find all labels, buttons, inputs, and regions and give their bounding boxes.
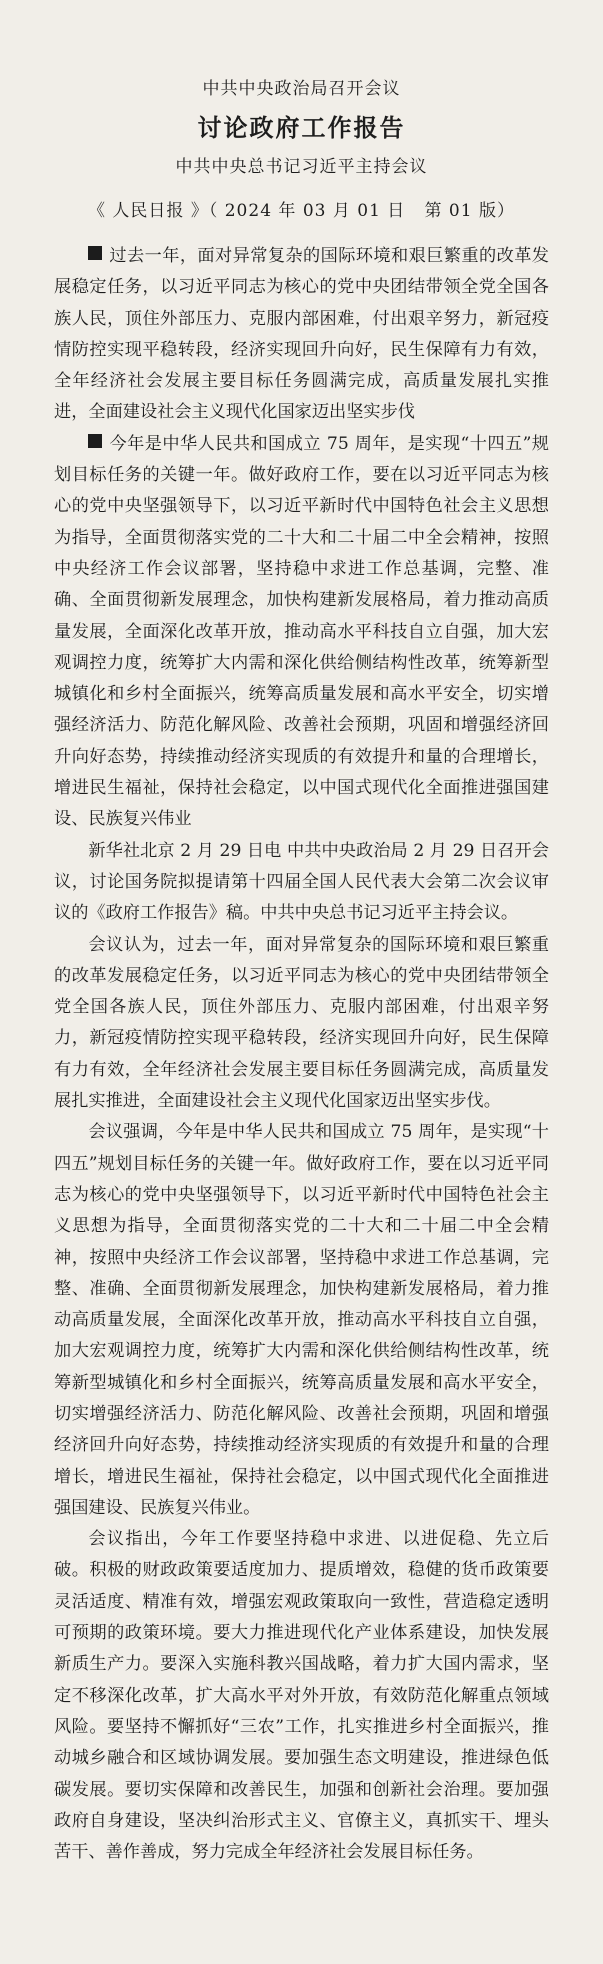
summary-paragraph xyxy=(54,429,549,836)
body-paragraph: 会议强调，今年是中华人民共和国成立 75 周年，是实现“十四五”规划目标任务的关键一年。做好政府工作，要在以习近平同志为核心的党中央坚强领导下，以习近平新时代中国特色社会主义思想为指导，全面贯彻落实党的二十大和二十届二中全会精神，按照中央经济工作会议部署，坚持稳中求进工作总基调，完整、准确、全面贯彻新发展理念，加快构建新发展格局，着力推动高质量发展，全面深化改革开放，推动高水平科技自立自强，加大宏观调控力度，统筹扩大内需和深化供给侧结构性改革，统筹新型城镇化和乡村全面振兴，统筹高质量发展和高水平安全，切实增强经济活力、防范化解风险、改善社会预期，巩固和增强经济回升向好态势，持续推动经济实现质的有效提升和量的合理增长，增进民生福祉，保持社会稳定，以中国式现代化全面推进强国建设、民族复兴伟业。 xyxy=(54,1122,549,1518)
summary-text: 今年是中华人民共和国成立 75 周年，是实现“十四五”规划目标任务的关键一年。做好政府工作，要在以习近平同志为核心的党中央坚强领导下，以习近平新时代中国特色社会主义思想为指导，全面贯彻落实党的二十大和二十届二中全会精神，按照中央经济工作会议部署，坚持稳中求进工作总基调，完整、准确、全面贯彻新发展理念，加快构建新发展格局，着力推动高质量发展，全面深化改革开放，推动高水平科技自立自强，加大宏观调控力度，统筹扩大内需和深化供给侧结构性改革，统筹新型城镇化和乡村全面振兴，统筹高质量发展和高水平安全，切实增强经济活力、防范化解风险、改善社会预期，巩固和增强经济回升向好态势，持续推动经济实现质的有效提升和量的合理增长，增进民生福祉，保持社会稳定，以中国式现代化全面推进强国建设、民族复兴伟业 xyxy=(54,433,549,830)
article-title: 讨论政府工作报告 xyxy=(197,113,406,142)
body-paragraph: 新华社北京 2 月 29 日电 中共中央政治局 2 月 29 日召开会议，讨论国务院拟提请第十四届全国人民代表大会第二次会议审议的《政府工作报告》稿。中共中央总书记习近平主持会议。 xyxy=(54,840,549,924)
article-subtitle: 中共中央总书记习近平主持会议 xyxy=(175,157,428,177)
article-body xyxy=(54,241,549,1868)
body-paragraph: 会议认为，过去一年，面对异常复杂的国际环境和艰巨繁重的改革发展稳定任务，以习近平同志为核心的党中央团结带领全党全国各族人民，顶住外部压力、克服内部困难，付出艰辛努力，新冠疫情防控实现平稳转段，经济实现回升向好，民生保障有力有效，全年经济社会发展主要目标任务圆满完成，高质量发展扎实推进，全面建设社会主义现代化国家迈出坚实步伐。 xyxy=(54,934,549,1112)
square-bullet-icon xyxy=(88,434,102,448)
square-bullet-icon xyxy=(88,246,102,260)
body-paragraph: 会议指出，今年工作要坚持稳中求进、以进促稳、先立后破。积极的财政政策要适度加力、提质增效，稳健的货币政策要灵活适度、精准有效，增强宏观政策取向一致性，营造稳定透明可预期的政策环境。要大力推进现代化产业体系建设，加快发展新质生产力。要深入实施科教兴国战略，着力扩大国内需求，坚定不移深化改革，扩大高水平对外开放，有效防范化解重点领域风险。要坚持不懈抓好“三农”工作，扎实推进乡村全面振兴，推动城乡融合和区域协调发展。要加强生态文明建设，推进绿色低碳发展。要切实保障和改善民生，加强和创新社会治理。要加强政府自身建设，坚决纠治形式主义、官僚主义，真抓实干、埋头苦干、善作善成，努力完成全年经济社会发展目标任务。 xyxy=(54,1529,549,1863)
article-source: 《 人民日报 》（ 2024 年 03 月 01 日 第 01 版） xyxy=(88,201,515,221)
summary-paragraph xyxy=(54,241,549,429)
article-kicker: 中共中央政治局召开会议 xyxy=(202,79,401,99)
summary-text: 过去一年，面对异常复杂的国际环境和艰巨繁重的改革发展稳定任务，以习近平同志为核心的党中央团结带领全党全国各族人民，顶住外部压力、克服内部困难，付出艰辛努力，新冠疫情防控实现平稳转段，经济实现回升向好，民生保障有力有效，全年经济社会发展主要目标任务圆满完成，高质量发展扎实推进，全面建设社会主义现代化国家迈出坚实步伐 xyxy=(54,246,549,423)
